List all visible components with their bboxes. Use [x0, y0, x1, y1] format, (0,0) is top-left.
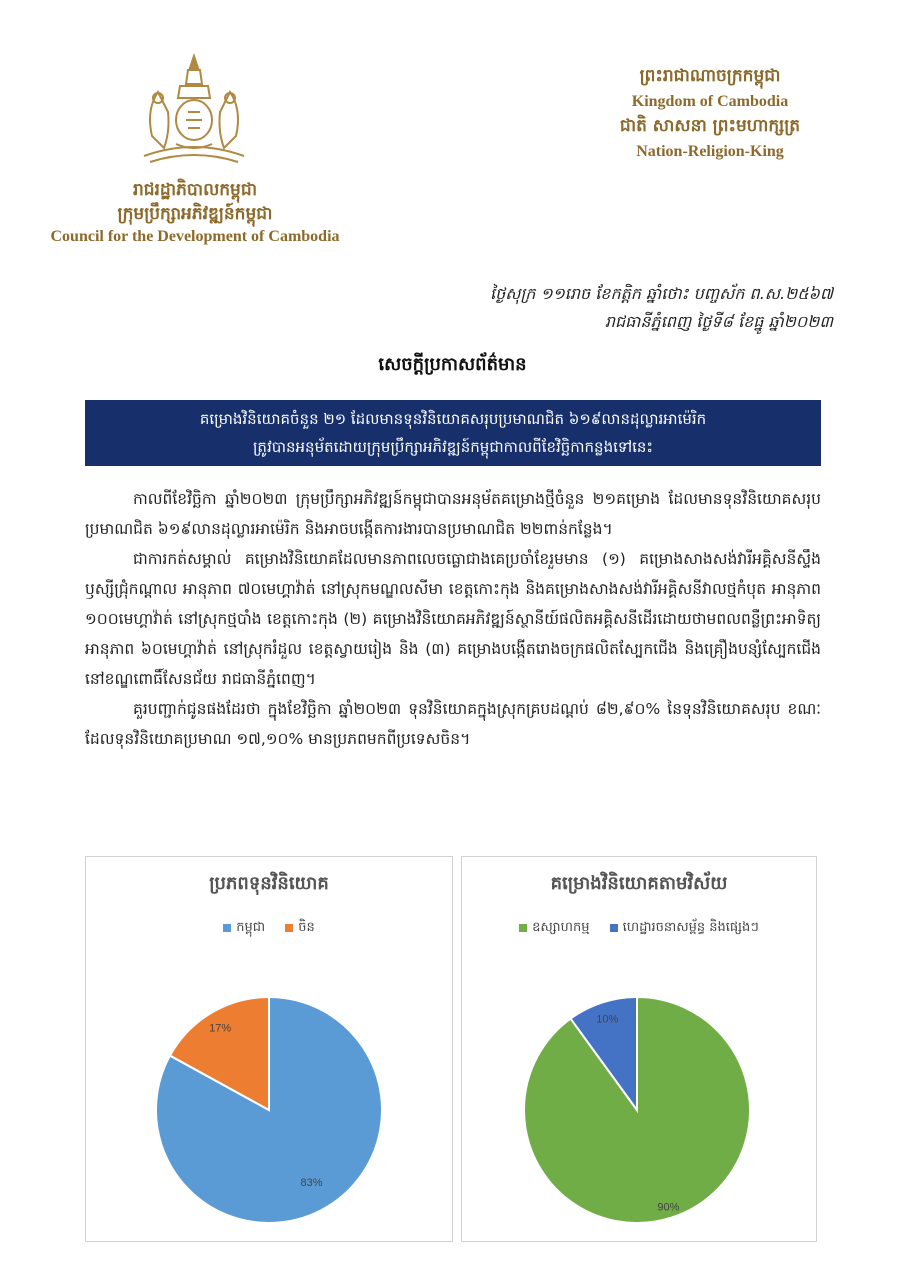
chart-title: គម្រោងវិនិយោគតាមវិស័យ	[550, 873, 728, 894]
lunar-date: ថ្ងៃសុក្រ ១១រោច ខែកត្តិក ឆ្នាំថោះ បញ្ចស័ក ព.ស.២៥៦៧	[490, 284, 833, 303]
kingdom-header	[585, 64, 835, 164]
paragraph-2: ជាការកត់សម្គាល់ គម្រោងវិនិយោគដែលមានភាពលេចធ្លោជាងគេប្រចាំខែរួមមាន (១) គម្រោងសាងសង់វារីអគ្គិសនីស្ទឹងឫស្សីជ្រុំកណ្ដាល អានុភាព ៧០មេហ្គាវ៉ាត់ នៅស្រុកមណ្ឌលសីមា ខេត្តកោះកុង និងគម្រោងសាងសង់វារីអគ្គិសនីវាលថ្មកំបុត អានុភាព ១០០មេហ្គាវ៉ាត់ នៅស្រុកថ្មបាំង ខេត្តកោះកុង (២) គម្រោងវិនិយោគអភិវឌ្ឍន៍ស្ថានីយ៍ផលិតអគ្គិសនីដើរដោយថាមពលពន្លឺព្រះអាទិត្យ អានុភាព ៦០មេហ្គាវ៉ាត់ នៅស្រុករំដួល ខេត្តស្វាយរៀង និង (៣) គម្រោងបង្កើតរោងចក្រផលិតស្បែកជើង និងគ្រឿងបន្សំស្បែកជើង នៅខណ្ឌពោធិ៍សែនជ័យ រាជធានីភ្នំពេញ។	[85, 550, 821, 688]
investment-sector-chart	[461, 856, 817, 1242]
gov-name-kh: រាជរដ្ឋាភិបាលកម្ពុជា	[132, 180, 258, 200]
headline-banner	[85, 400, 821, 466]
pie-svg	[462, 857, 816, 1241]
motto-en: Nation-Religion-King	[636, 143, 784, 160]
royal-arms-emblem-icon	[130, 52, 258, 170]
issuer-header	[30, 178, 360, 248]
motto-kh: ជាតិ សាសនា ព្រះមហាក្សត្រ	[619, 116, 801, 136]
pie-data-label: 17%	[209, 1022, 232, 1035]
headline-line-2: ត្រូវបានអនុម័តដោយក្រុមប្រឹក្សាអភិវឌ្ឍន៍កម្ពុជាកាលពីខែវិច្ឆិកាកន្លងទៅនេះ	[252, 438, 654, 456]
legend-label: ចិន	[298, 920, 315, 935]
chart-title: ប្រភពទុនវិនិយោគ	[209, 873, 329, 894]
kingdom-kh: ព្រះរាជាណាចក្រកម្ពុជា	[639, 66, 781, 86]
headline-line-1: គម្រោងវិនិយោគចំនួន ២១ ដែលមានទុនវិនិយោគសរុបប្រមាណជិត ៦១៩លានដុល្លារអាម៉េរិក	[199, 410, 707, 428]
legend-label: ឧស្សាហកម្ម	[532, 920, 590, 935]
legend-label: កម្ពុជា	[236, 920, 266, 935]
investment-source-chart	[85, 856, 453, 1242]
paragraph-3: គួរបញ្ជាក់ជូនផងដែរថា ក្នុងខែវិច្ឆិកា ឆ្នាំ២០២៣ ទុនវិនិយោគក្នុងស្រុកគ្របដណ្ដប់ ៨២,៩០% នៃទុនវិនិយោគសរុប ខណៈដែលទុនវិនិយោគប្រមាណ ១៧,១០% មានប្រភពមកពីប្រទេសចិន។	[85, 700, 821, 748]
council-name-kh: ក្រុមប្រឹក្សាអភិវឌ្ឍន៍កម្ពុជា	[117, 204, 273, 224]
pie-data-label: 90%	[657, 1201, 680, 1214]
document-title: សេចក្ដីប្រកាសព័ត៌មាន	[378, 354, 527, 375]
legend-label: ហេដ្ឋារចនាសម្ព័ន្ធ និងផ្សេងៗ	[622, 920, 759, 935]
pie-svg	[86, 857, 452, 1241]
kingdom-en: Kingdom of Cambodia	[631, 93, 789, 110]
paragraph-1: កាលពីខែវិច្ឆិកា ឆ្នាំ២០២៣ ក្រុមប្រឹក្សាអភិវឌ្ឍន៍កម្ពុជាបានអនុម័តគម្រោងថ្មីចំនួន ២១គម្រោង ដែលមានទុនវិនិយោគសរុបប្រមាណជិត ៦១៩លានដុល្លារអាម៉េរិក និងអាចបង្កើតការងារបានប្រមាណជិត ២២ពាន់កន្លែង។	[85, 490, 821, 538]
council-name-en: Council for the Development of Cambodia	[50, 228, 340, 245]
date-block	[490, 280, 833, 336]
solar-date: រាជធានីភ្នំពេញ ថ្ងៃទី៨ ខែធ្នូ ឆ្នាំ២០២៣	[604, 312, 833, 331]
pie-data-label: 10%	[596, 1013, 619, 1026]
pie-data-label: 83%	[300, 1176, 323, 1189]
body-text	[85, 484, 821, 754]
